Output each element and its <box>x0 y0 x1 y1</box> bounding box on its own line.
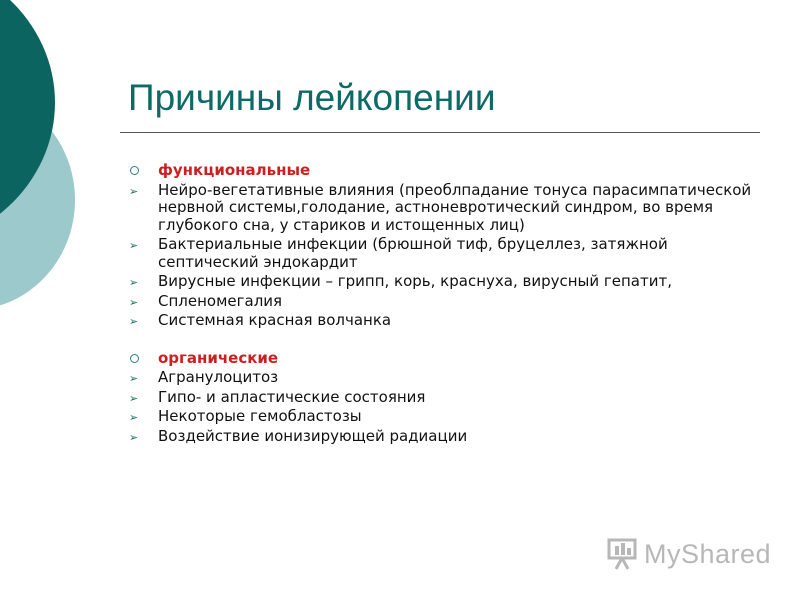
circle-bullet-icon <box>130 354 139 363</box>
list-item-text: Гипо- и апластические состояния <box>158 387 426 406</box>
list-item-text: Системная красная волчанка <box>158 311 392 329</box>
chevron-bullet-icon: ➢ <box>129 276 139 289</box>
slide-title: Причины лейкопении <box>128 77 496 118</box>
slide-content <box>128 162 768 445</box>
list-item <box>128 408 768 426</box>
section-heading-functional <box>128 162 768 180</box>
chevron-bullet-icon: ➢ <box>129 295 139 309</box>
list-item-text: Воздействие ионизирующей радиации <box>158 426 468 445</box>
list-item-text: Вирусные инфекции – грипп, корь, краснуха, вирусный гепатит, <box>158 272 672 290</box>
chevron-bullet-icon: ➢ <box>129 315 139 328</box>
chevron-bullet-icon: ➢ <box>129 239 139 252</box>
list-item <box>128 389 768 407</box>
list-item <box>128 273 768 291</box>
list-item <box>128 293 768 311</box>
list-item <box>128 369 768 387</box>
list-item-text: Спленомегалия <box>158 291 283 310</box>
list-item <box>128 182 768 235</box>
title-divider <box>120 132 760 133</box>
circle-bullet-icon <box>130 166 139 175</box>
chevron-bullet-icon: ➢ <box>129 411 139 424</box>
chevron-bullet-icon: ➢ <box>129 372 139 385</box>
list-item <box>128 428 768 446</box>
list-item <box>128 312 768 330</box>
chevron-bullet-icon: ➢ <box>129 391 139 405</box>
list-item-text: Агранулоцитоз <box>158 368 279 386</box>
list-item-text: Нейро-вегетативные влияния (преоблпадание тонуса парасимпатической нервной системы,голодание, астноневротический синдром, во время глубокого сна, у стариков и истощенных лиц) <box>158 180 752 234</box>
chevron-bullet-icon: ➢ <box>129 184 139 198</box>
section-heading-label: функциональные <box>158 161 311 179</box>
list-item-text: Некоторые гемобластозы <box>158 407 362 425</box>
list-item <box>128 236 768 271</box>
section-heading-label: органические <box>158 348 279 367</box>
myshared-watermark <box>606 536 771 572</box>
watermark-text: MyShared <box>644 538 772 569</box>
list-item-text: Бактериальные инфекции (брюшной тиф, бруцеллез, затяжной септический эндокардит <box>158 235 668 271</box>
section-heading-organic <box>128 350 768 368</box>
presentation-board-icon <box>606 537 640 571</box>
chevron-bullet-icon: ➢ <box>129 430 139 444</box>
